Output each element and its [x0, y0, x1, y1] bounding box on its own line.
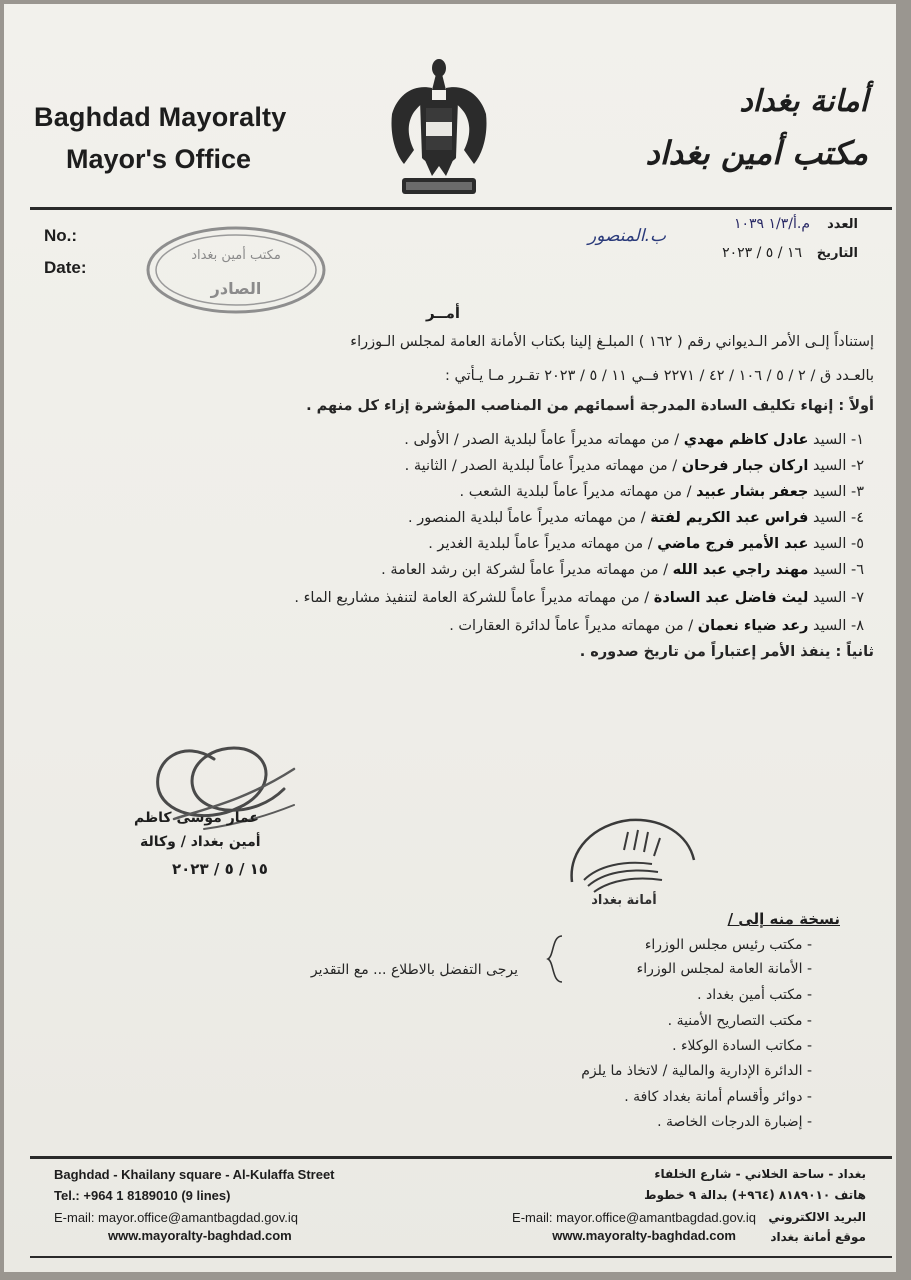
- stamp-line1: مكتب أمين بغداد: [191, 248, 281, 263]
- list-item-2: ٢- السيد اركان جبار فرحان / من مهماته مديراً عاماً لبلدية الصدر / الثانية .: [404, 458, 864, 474]
- footer-en-tel: Tel.: +964 1 8189010 (9 lines): [54, 1188, 231, 1203]
- list-item-1: ١- السيد عادل كاظم مهدي / من مهماته مديراً عاماً لبلدية الصدر / الأولى .: [404, 432, 864, 448]
- copies-heading: نسخة منه إلى /: [727, 910, 840, 928]
- header-ar-line2: مكتب أمين بغداد: [645, 134, 868, 172]
- footer-en-email: E-mail: mayor.office@amantbagdad.gov.iq: [54, 1210, 298, 1225]
- signatory-name: عمار موسى كاظم: [134, 810, 259, 826]
- copies-bracket: [544, 934, 566, 984]
- ar-number-value: م.أ/١/٣ ١٠٣٩: [733, 216, 810, 232]
- signatory-position: أمين بغداد / وكالة: [140, 834, 261, 850]
- footer-divider-top: [30, 1156, 892, 1159]
- copy-item-3: - مكتب أمين بغداد .: [697, 987, 812, 1003]
- list-item-6: ٦- السيد مهند راجي عبد الله / من مهماته مديراً عاماً لشركة ابن رشد العامة .: [381, 562, 864, 578]
- list-item-7: ٧- السيد ليث فاضل عبد السادة / من مهماته مديراً عاماً للشركة العامة لتنفيذ مشاريع الماء .: [294, 590, 864, 606]
- header-ar-line1: أمانة بغداد: [739, 84, 868, 119]
- ar-number-label: العدد: [827, 217, 858, 232]
- copies-note: يرجى التفضل بالاطلاع ... مع التقدير: [310, 962, 518, 978]
- list-item-4: ٤- السيد فراس عبد الكريم لفتة / من مهماته مديراً عاماً لبلدية المنصور .: [408, 510, 864, 526]
- document-title: أمــر: [425, 304, 460, 322]
- footer-ar-address: بغداد - ساحة الخلاني - شارع الخلفاء: [654, 1167, 866, 1181]
- copy-item-6: - الدائرة الإدارية والمالية / لاتخاذ ما يلزم: [581, 1063, 812, 1079]
- signature-date: ١٥ / ٥ / ٢٠٢٣: [172, 860, 268, 878]
- footer-ar-tel: هاتف ٨١٨٩٠١٠ (٩٦٤+) بدالة ٩ خطوط: [644, 1188, 866, 1202]
- intro-line-1: إستناداً إلـى الأمر الـديواني رقم ( ١٦٢ ) المبلـغ إلينا بكتاب الأمانة العامة لمجلس الـوزراء: [350, 334, 874, 350]
- ar-date-label: التاريخ: [816, 246, 858, 261]
- copy-item-7: - دوائر وأقسام أمانة بغداد كافة .: [624, 1089, 812, 1105]
- list-item-8: ٨- السيد رعد ضياء نعمان / من مهماته مديراً عاماً لدائرة العقارات .: [449, 618, 864, 634]
- footer-divider-bottom: [30, 1256, 892, 1258]
- date-label: Date:: [44, 258, 87, 277]
- no-label: No.:: [44, 226, 78, 245]
- copy-item-4: - مكتب التصاريح الأمنية .: [667, 1013, 812, 1029]
- list-item-5: ٥- السيد عبد الأمير فرج ماضي / من مهماته مديراً عاماً لبلدية الغدير .: [428, 536, 864, 552]
- header-en-line2: Mayor's Office: [66, 144, 251, 174]
- footer-ar-web: www.mayoralty-baghdad.com: [552, 1228, 736, 1243]
- header-divider: [30, 207, 892, 210]
- second-clause: ثانياً : ينفذ الأمر إعتباراً من تاريخ صدوره .: [579, 644, 874, 660]
- seal-text: أمانة بغداد: [591, 893, 657, 908]
- footer-ar-email: E-mail: mayor.office@amantbagdad.gov.iq: [512, 1210, 756, 1225]
- document-page: [4, 4, 896, 1272]
- footer-ar-email-label: البريد الالكتروني: [768, 1210, 866, 1224]
- footer-en-address: Baghdad - Khailany square - Al-Kulaffa Street: [54, 1167, 335, 1182]
- outgoing-stamp: [144, 224, 329, 316]
- copy-item-5: - مكاتب السادة الوكلاء .: [672, 1038, 812, 1054]
- intro-line-2: بالعـدد ق / ٢ / ٥ / ١٠٦ / ٤٢ / ٢٢٧١ فــي ١١ / ٥ / ٢٠٢٣ تقـرر مـا يـأتي :: [445, 368, 874, 384]
- first-clause: أولاً : إنهاء تكليف السادة المدرجة أسمائهم من المناصب المؤشرة إزاء كل منهم .: [306, 398, 874, 414]
- footer-en-web: www.mayoralty-baghdad.com: [108, 1228, 292, 1243]
- copy-item-8: - إضبارة الدرجات الخاصة .: [657, 1114, 812, 1130]
- copy-item-1: - مكتب رئيس مجلس الوزراء: [644, 937, 812, 953]
- ar-date-value: ١٦ / ٥ / ٢٠٢٣: [722, 245, 802, 261]
- stamp-line2: الصادر: [210, 279, 262, 298]
- list-item-3: ٣- السيد جعفر بشار عبيد / من مهماته مديراً عاماً لبلدية الشعب .: [459, 484, 864, 500]
- ar-number-note: ب.المنصور: [587, 226, 666, 246]
- copy-item-2: - الأمانة العامة لمجلس الوزراء: [636, 961, 812, 977]
- iraq-eagle-emblem-icon: [384, 54, 494, 202]
- footer-ar-web-label: موقع أمانة بغداد: [770, 1230, 866, 1244]
- baghdad-mayoralty-seal-icon: [554, 810, 704, 910]
- header-en-line1: Baghdad Mayoralty: [34, 102, 287, 132]
